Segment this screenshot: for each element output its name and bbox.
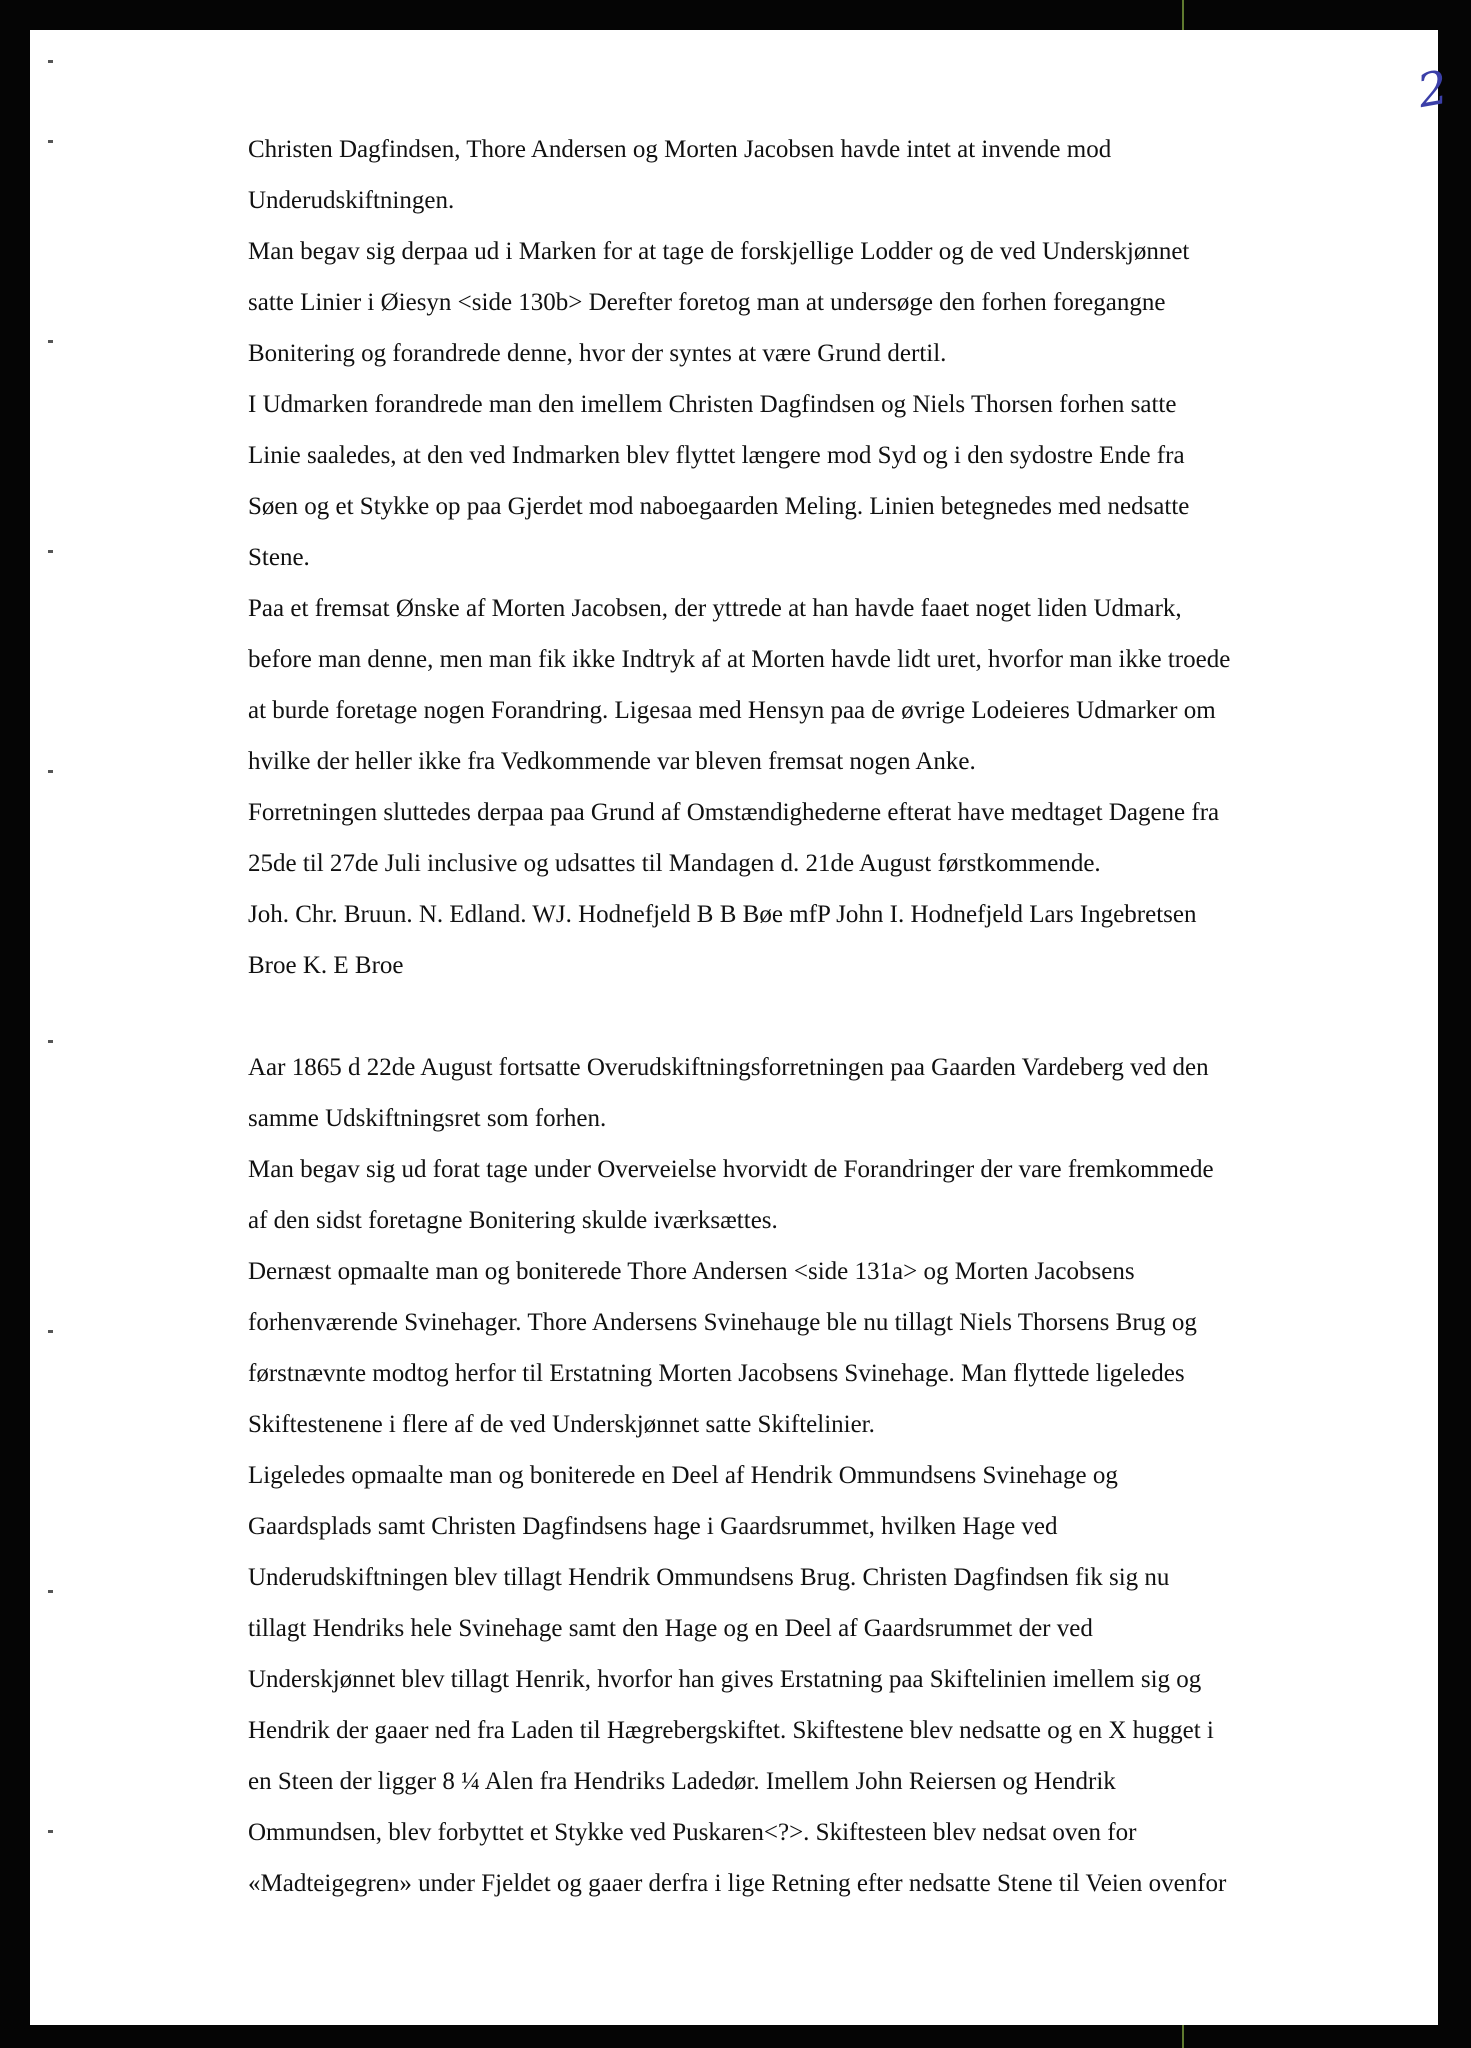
text-line: Underskjønnet blev tillagt Henrik, hvorfor han gives Erstatning paa Skiftelinien imellem sig og [248,1666,1202,1693]
text-line: 25de til 27de Juli inclusive og udsattes til Mandagen d. 21de August førstkommende. [248,850,1101,877]
margin-mark [48,1590,53,1593]
text-line: Søen og et Stykke op paa Gjerdet mod naboegaarden Meling. Linien betegnedes med nedsatte [248,493,1190,520]
text-line: samme Udskiftningsret som forhen. [248,1105,607,1132]
signature-line: Joh. Chr. Bruun. N. Edland. WJ. Hodnefjeld B B Bøe mfP John I. Hodnefjeld Lars Ingebretsen [248,901,1197,928]
margin-mark [48,770,53,773]
margin-mark [48,1330,53,1333]
margin-mark [48,1040,53,1043]
text-line: Underudskiftningen blev tillagt Hendrik Ommundsens Brug. Christen Dagfindsen fik sig nu [248,1564,1170,1591]
text-line: Dernæst opmaalte man og boniterede Thore Andersen <side 131a> og Morten Jacobsens [248,1258,1135,1285]
margin-mark [48,1830,53,1833]
text-line: Skiftestenene i flere af de ved Underskjønnet satte Skiftelinier. [248,1411,875,1438]
text-line: Underudskiftningen. [248,187,455,214]
text-line: af den sidst foretagne Bonitering skulde iværksættes. [248,1207,778,1234]
text-line: I Udmarken forandrede man den imellem Christen Dagfindsen og Niels Thorsen forhen satte [248,391,1177,418]
text-line: «Madteigegren» under Fjeldet og gaaer derfra i lige Retning efter nedsatte Stene til Veien ovenfor [248,1870,1227,1897]
margin-mark [48,140,53,143]
bottom-edge-marker [1182,2025,1184,2048]
text-line: at burde foretage nogen Forandring. Ligesaa med Hensyn paa de øvrige Lodeieres Udmarker om [248,697,1216,724]
text-line: Ommundsen, blev forbyttet et Stykke ved Puskaren<?>. Skiftesteen blev nedsat oven for [248,1819,1137,1846]
text-line: Hendrik der gaaer ned fra Laden til Hægrebergskiftet. Skiftestene blev nedsatte og en X hugget i [248,1717,1214,1744]
text-line: satte Linier i Øiesyn <side 130b> Derefter foretog man at undersøge den forhen foregangne [248,289,1166,316]
top-edge-marker [1182,0,1184,30]
text-line: en Steen der ligger 8 ¼ Alen fra Hendriks Ladedør. Imellem John Reiersen og Hendrik [248,1768,1116,1795]
paragraph-gap [248,991,1348,1042]
text-line: Aar 1865 d 22de August fortsatte Overudskiftningsforretningen paa Gaarden Vardeberg ved den [248,1054,1209,1081]
text-line: førstnævnte modtog herfor til Erstatning Morten Jacobsens Svinehage. Man flyttede ligeledes [248,1360,1185,1387]
text-line: Linie saaledes, at den ved Indmarken blev flyttet længere mod Syd og i den sydostre Ende fra [248,442,1185,469]
margin-mark [48,60,53,63]
text-line: hvilke der heller ikke fra Vedkommende var bleven fremsat nogen Anke. [248,748,976,775]
text-line: Gaardsplads samt Christen Dagfindsens hage i Gaardsrummet, hvilken Hage ved [248,1513,1058,1540]
text-line: Forretningen sluttedes derpaa paa Grund af Omstændighederne efterat have medtaget Dagene fra [248,799,1220,826]
margin-mark [48,340,53,343]
document-body [248,124,1348,1909]
text-line: Ligeledes opmaalte man og boniterede en Deel af Hendrik Ommundsens Svinehage og [248,1462,1118,1489]
text-line: Man begav sig ud forat tage under Overveielse hvorvidt de Forandringer der vare fremkommede [248,1156,1214,1183]
margin-mark [48,550,53,553]
text-line: Bonitering og forandrede denne, hvor der syntes at være Grund dertil. [248,340,947,367]
text-line: Stene. [248,544,310,571]
handwritten-page-number: 2 [1413,59,1452,119]
text-line: forhenværende Svinehager. Thore Andersens Svinehauge ble nu tillagt Niels Thorsens Brug og [248,1309,1197,1336]
text-line: Man begav sig derpaa ud i Marken for at tage de forskjellige Lodder og de ved Underskjønnet [248,238,1190,265]
text-line: tillagt Hendriks hele Svinehage samt den Hage og en Deel af Gaardsrummet der ved [248,1615,1093,1642]
text-line: Paa et fremsat Ønske af Morten Jacobsen, der yttrede at han havde faaet noget liden Udmark, [248,595,1182,622]
text-line: Christen Dagfindsen, Thore Andersen og Morten Jacobsen havde intet at invende mod [248,136,1112,163]
signature-line: Broe K. E Broe [248,952,404,979]
text-line: before man denne, men man fik ikke Indtryk af at Morten havde lidt uret, hvorfor man ikke troede [248,646,1231,673]
